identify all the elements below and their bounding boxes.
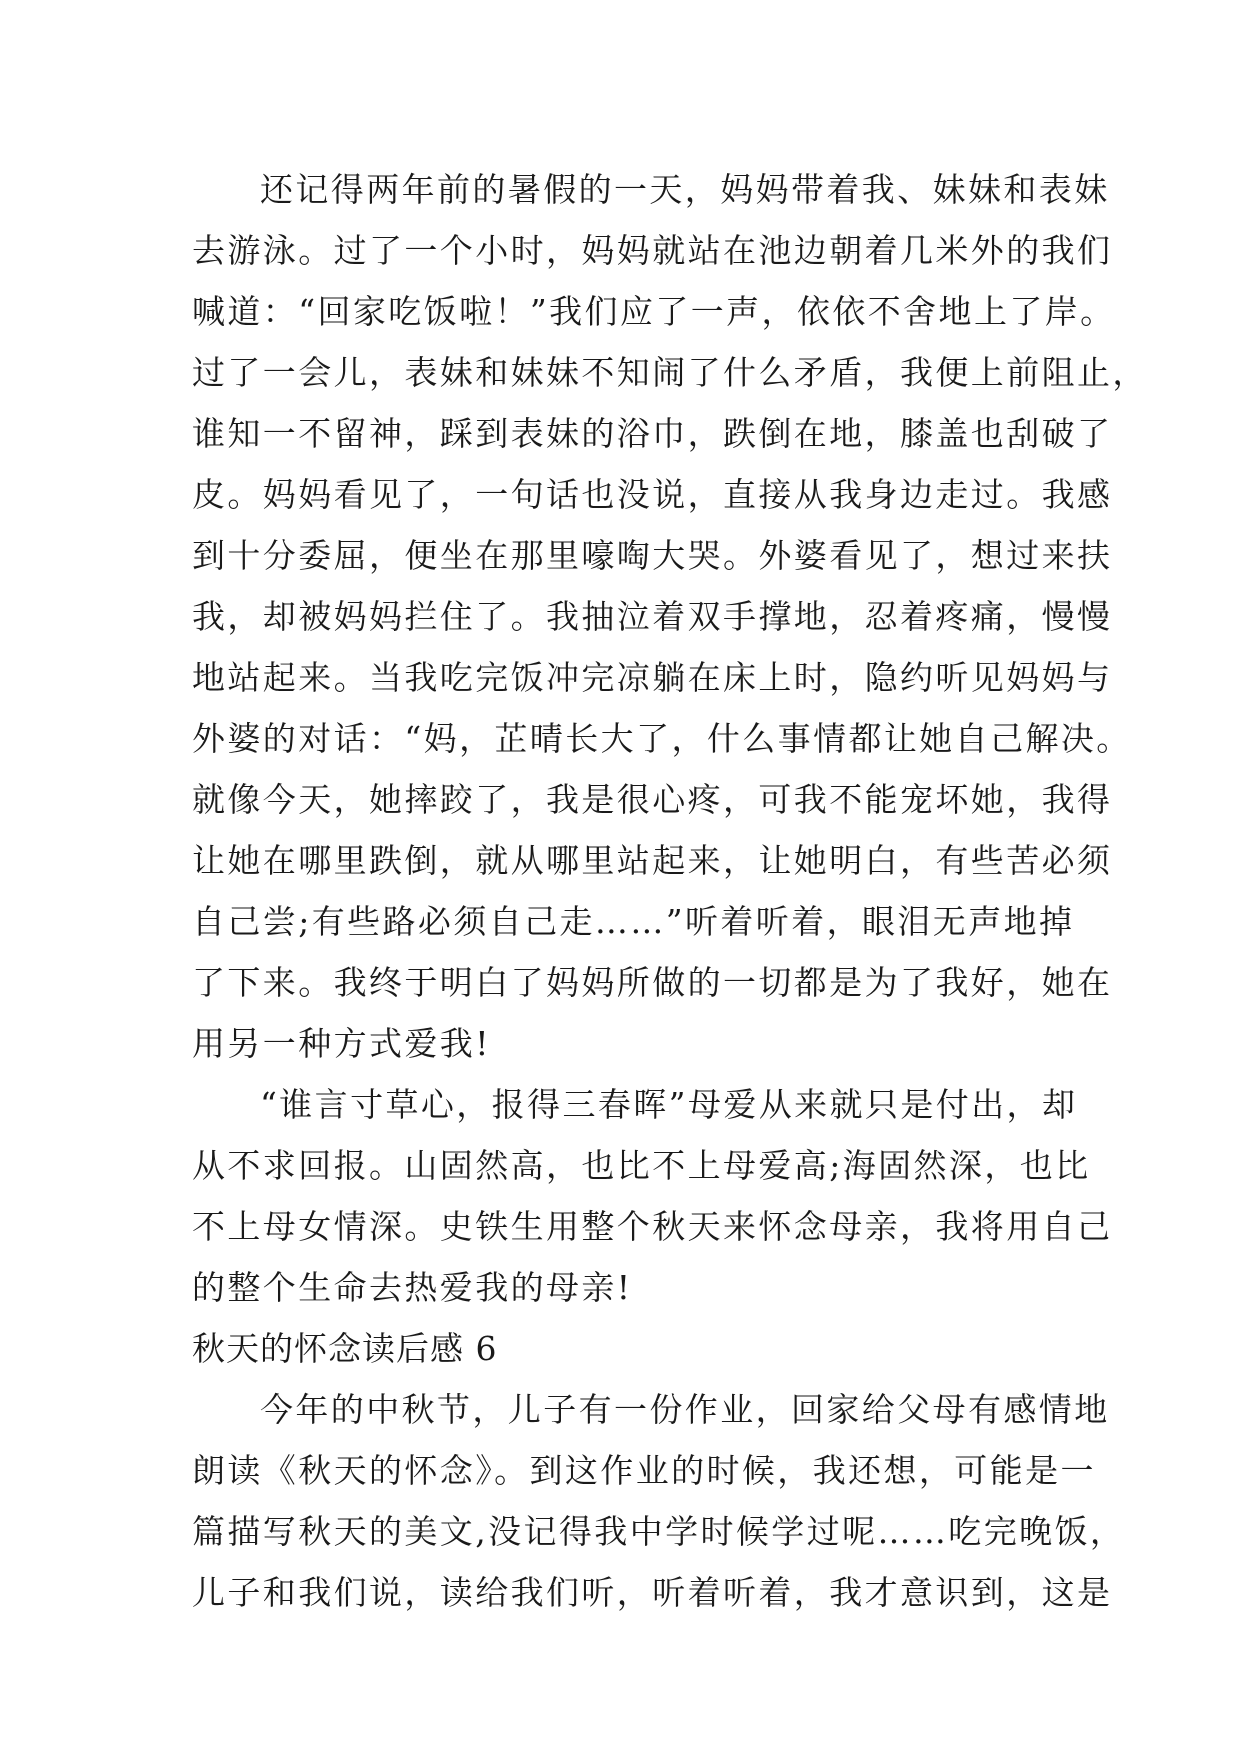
paragraph-3: [192, 1379, 1126, 1623]
section-heading: [192, 1318, 1052, 1379]
text-line: 自己尝;有些路必须自己走……”听着听着，眼泪无声地掉: [192, 902, 1075, 941]
text-line: 用另一种方式爱我!: [192, 1024, 491, 1063]
text-line: 地站起来。当我吃完饭冲完凉躺在床上时，隐约听见妈妈与: [192, 658, 1113, 697]
text-line: 篇描写秋天的美文,没记得我中学时候学过呢……吃完晚饭，: [192, 1512, 1126, 1551]
text-line: 让她在哪里跌倒，就从哪里站起来，让她明白，有些苦必须: [192, 841, 1113, 880]
text-line: 了下来。我终于明白了妈妈所做的一切都是为了我好，她在: [192, 963, 1113, 1002]
document-body: [192, 159, 1148, 1623]
text-line: 喊道：“回家吃饭啦！”我们应了一声，依依不舍地上了岸。: [192, 292, 1116, 331]
text-line: 去游泳。过了一个小时，妈妈就站在池边朝着几米外的我们: [192, 231, 1113, 270]
text-line: 过了一会儿，表妹和妹妹不知闹了什么矛盾，我便上前阻止，: [192, 353, 1148, 392]
text-line: 皮。妈妈看见了，一句话也没说，直接从我身边走过。我感: [192, 475, 1113, 514]
paragraph-2: [192, 1074, 1113, 1318]
text-line: 就像今天，她摔跤了，我是很心疼，可我不能宠坏她，我得: [192, 780, 1113, 819]
text-line: 我，却被妈妈拦住了。我抽泣着双手撑地，忍着疼痛，慢慢: [192, 597, 1113, 636]
text-line: “谁言寸草心，报得三春晖”母爱从来就只是付出，却: [260, 1085, 1078, 1124]
text-line: 谁知一不留神，踩到表妹的浴巾，跌倒在地，膝盖也刮破了: [192, 414, 1113, 453]
text-line: 外婆的对话：“妈，芷晴长大了，什么事情都让她自己解决。: [192, 719, 1132, 758]
text-line: 朗读《秋天的怀念》。到这作业的时候，我还想，可能是一: [192, 1451, 1096, 1490]
text-line: 不上母女情深。史铁生用整个秋天来怀念母亲，我将用自己: [192, 1207, 1113, 1246]
text-line: 的整个生命去热爱我的母亲!: [192, 1268, 633, 1307]
text-line: 从不求回报。山固然高，也比不上母爱高;海固然深，也比: [192, 1146, 1091, 1185]
text-line: 还记得两年前的暑假的一天，妈妈带着我、妹妹和表妹: [260, 170, 1110, 209]
paragraph-1: [192, 159, 1148, 1074]
text-line: 今年的中秋节，儿子有一份作业，回家给父母有感情地: [260, 1390, 1110, 1429]
text-line: 到十分委屈，便坐在那里嚎啕大哭。外婆看见了，想过来扶: [192, 536, 1113, 575]
text-line: 儿子和我们说，读给我们听，听着听着，我才意识到，这是: [192, 1573, 1113, 1612]
section-heading-text: 秋天的怀念读后感 6: [192, 1329, 498, 1368]
